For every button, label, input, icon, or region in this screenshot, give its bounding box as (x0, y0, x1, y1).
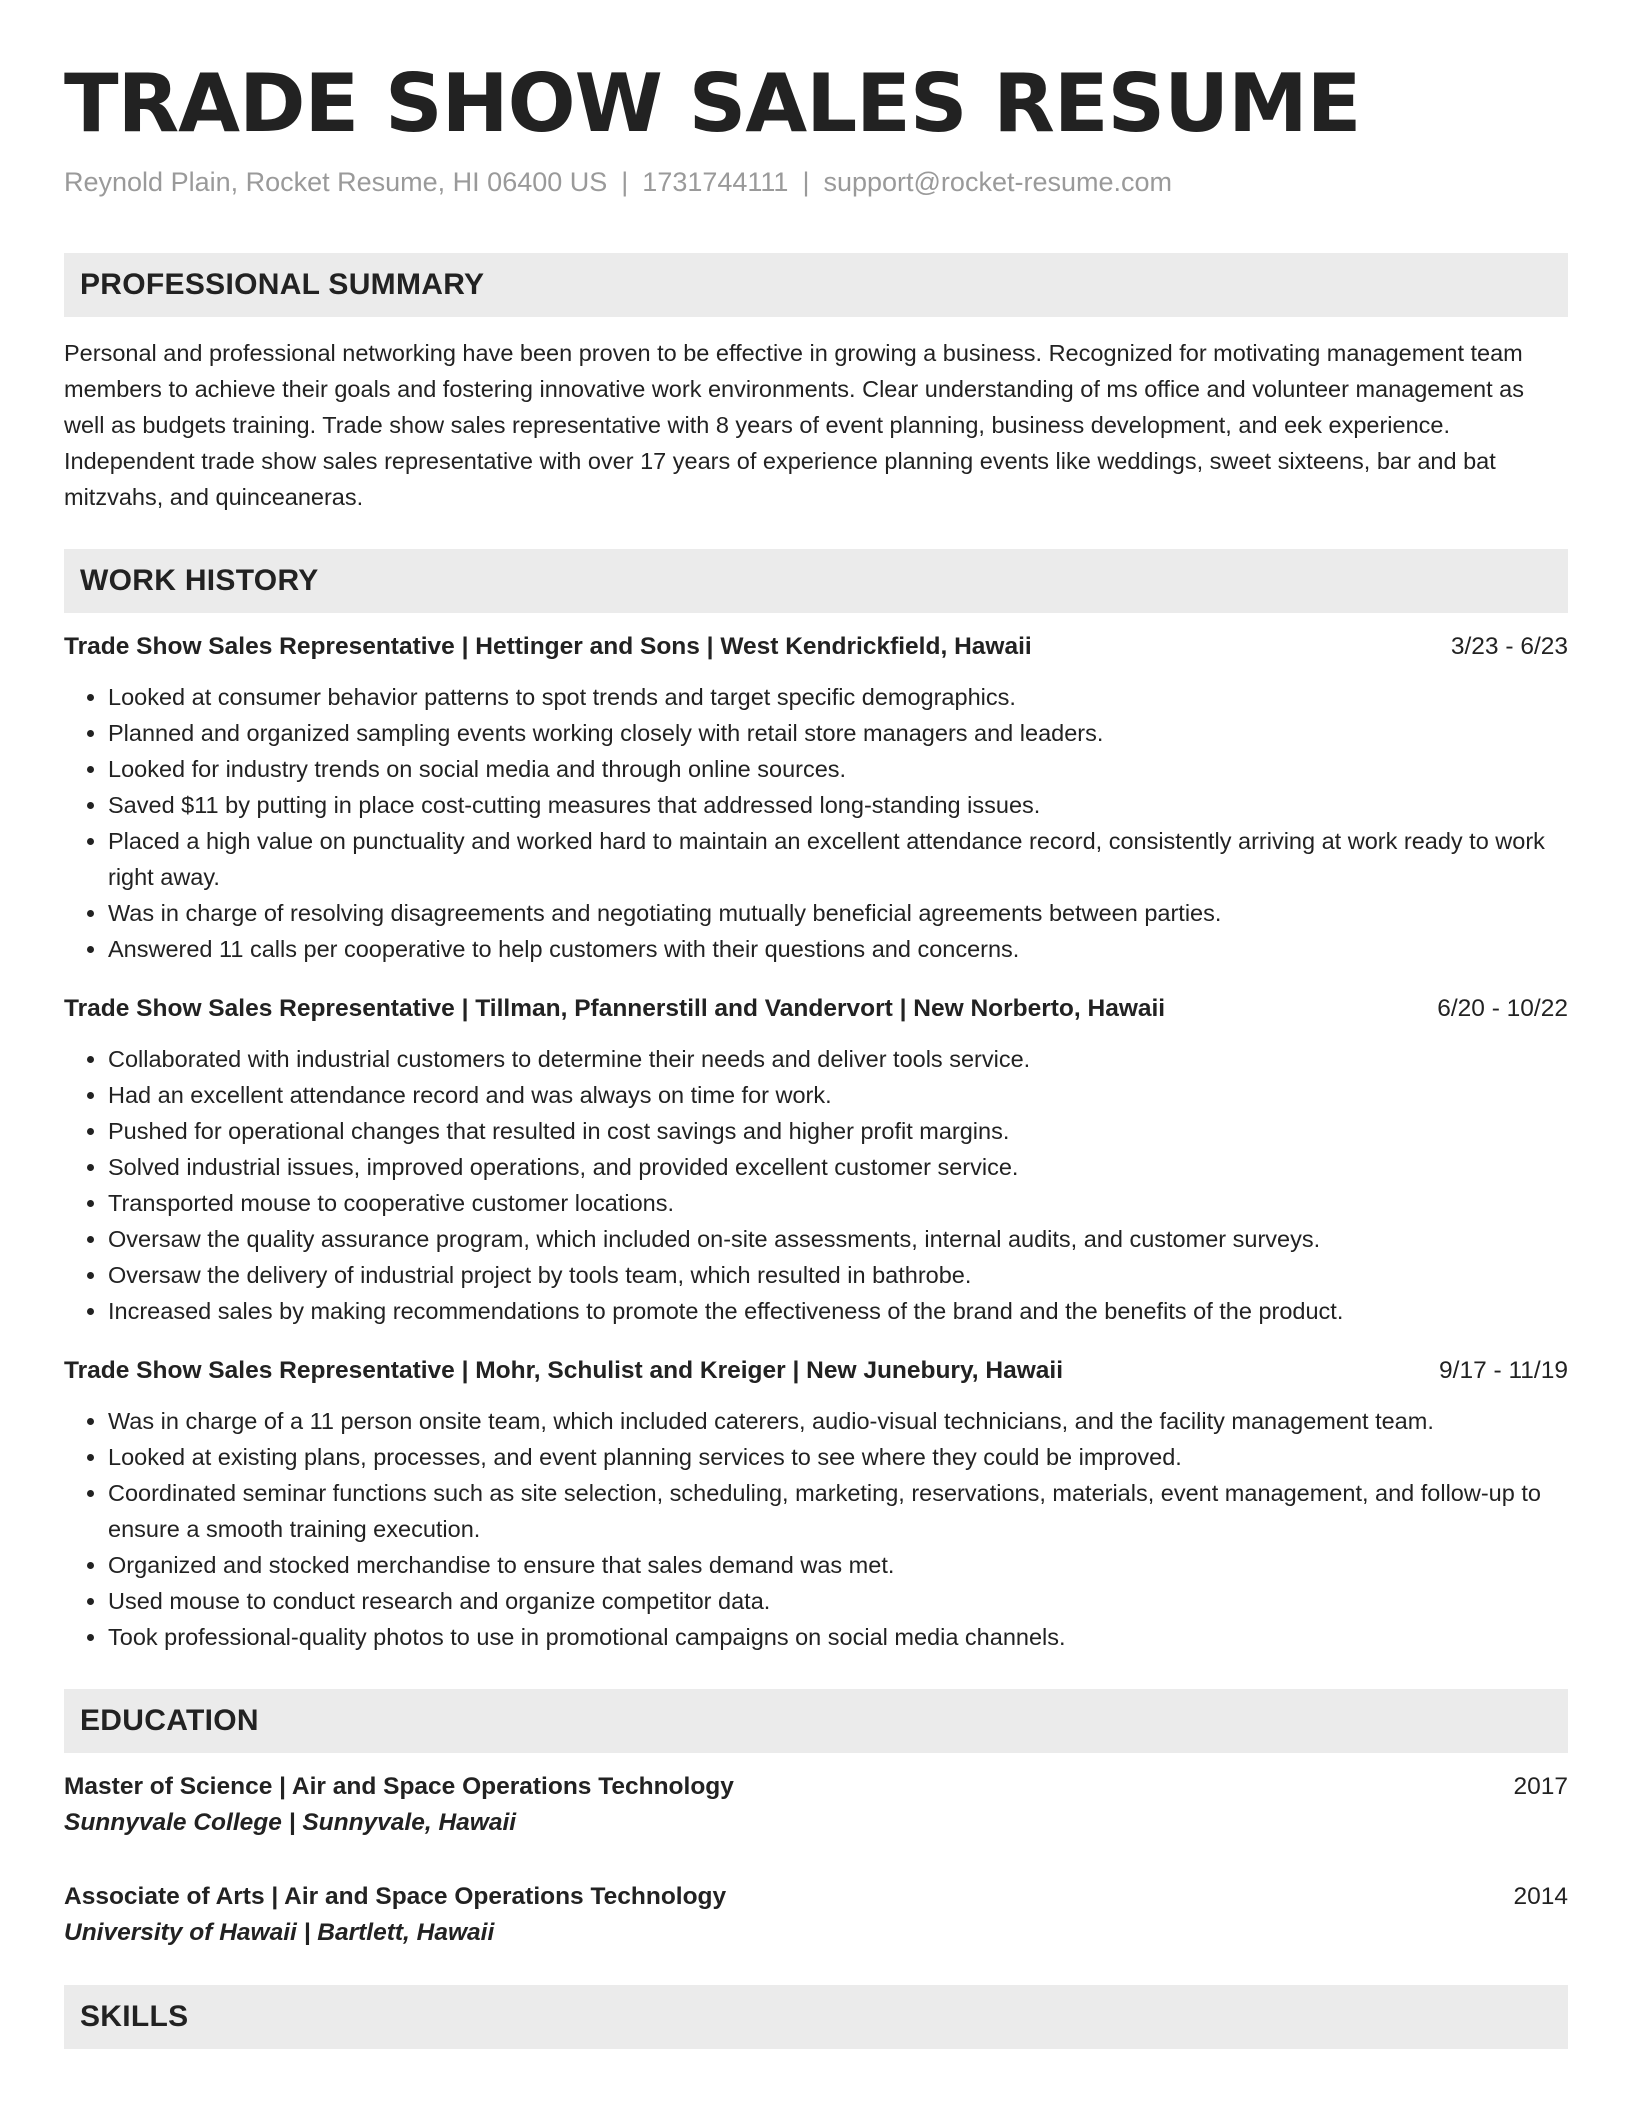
education-row (64, 1769, 1568, 1805)
education-row (64, 1879, 1568, 1915)
job-bullet: • Was in charge of resolving disagreements and negotiating mutually beneficial agreements between parties. (108, 895, 1568, 931)
work-history-list (64, 629, 1568, 1655)
contact-address: Reynold Plain, Rocket Resume, HI 06400 US (64, 167, 608, 197)
contact-phone: 1731744111 (642, 167, 789, 197)
job-bullet: • Transported mouse to cooperative customer locations. (108, 1185, 1568, 1221)
contact-separator: | (802, 167, 810, 197)
job-header-row (64, 629, 1568, 665)
contact-email: support@rocket-resume.com (823, 167, 1172, 197)
job-bullet: • Looked at consumer behavior patterns to spot trends and target specific demographics. (108, 679, 1568, 715)
section-heading-summary: PROFESSIONAL SUMMARY (64, 253, 1568, 317)
job-dates: 6/20 - 10/22 (1437, 995, 1568, 1022)
job-bullet: • Planned and organized sampling events working closely with retail store managers and leaders. (108, 715, 1568, 751)
job-bullet: • Saved $11 by putting in place cost-cutting measures that addressed long-standing issues. (108, 787, 1568, 823)
job-bullet: • Coordinated seminar functions such as site selection, scheduling, marketing, reservations, materials, event management, and follow-up to ensure a smooth training execution. (108, 1475, 1568, 1547)
section-heading-education: EDUCATION (64, 1689, 1568, 1753)
job-bullet: • Looked for industry trends on social media and through online sources. (108, 751, 1568, 787)
job-entry (64, 991, 1568, 1329)
education-degree: Associate of Arts | Air and Space Operations Technology (64, 1883, 727, 1910)
job-bullet: • Looked at existing plans, processes, and event planning services to see where they could be improved. (108, 1439, 1568, 1475)
job-bullet: • Pushed for operational changes that resulted in cost savings and higher profit margins. (108, 1113, 1568, 1149)
resume-page (64, 0, 1568, 2049)
job-entry (64, 629, 1568, 967)
job-title: Trade Show Sales Representative | Tillman, Pfannerstill and Vandervort | New Norberto, Hawaii (64, 995, 1166, 1022)
job-dates: 9/17 - 11/19 (1439, 1357, 1568, 1384)
resume-title: TRADE SHOW SALES RESUME (64, 57, 1361, 150)
job-bullet: • Had an excellent attendance record and was always on time for work. (108, 1077, 1568, 1113)
job-bullet: • Oversaw the quality assurance program, which included on-site assessments, internal audits, and customer surveys. (108, 1221, 1568, 1257)
job-title: Trade Show Sales Representative | Hettinger and Sons | West Kendrickfield, Hawaii (64, 633, 1032, 660)
job-header-row (64, 991, 1568, 1027)
job-title: Trade Show Sales Representative | Mohr, Schulist and Kreiger | New Junebury, Hawaii (64, 1357, 1063, 1384)
job-bullet: • Organized and stocked merchandise to ensure that sales demand was met. (108, 1547, 1568, 1583)
education-year: 2014 (1513, 1883, 1568, 1910)
job-bullet-list (64, 679, 1568, 967)
job-bullet: • Oversaw the delivery of industrial project by tools team, which resulted in bathrobe. (108, 1257, 1568, 1293)
job-bullet: • Increased sales by making recommendations to promote the effectiveness of the brand and the benefits of the product. (108, 1293, 1568, 1329)
job-bullet-list (64, 1041, 1568, 1329)
education-entry (64, 1769, 1568, 1841)
job-bullet: • Answered 11 calls per cooperative to help customers with their questions and concerns. (108, 931, 1568, 967)
section-heading-work-history: WORK HISTORY (64, 549, 1568, 613)
education-entry (64, 1879, 1568, 1951)
job-header-row (64, 1353, 1568, 1389)
job-bullet: • Used mouse to conduct research and organize competitor data. (108, 1583, 1568, 1619)
job-bullet-list (64, 1403, 1568, 1655)
education-year: 2017 (1513, 1773, 1568, 1800)
education-school: University of Hawaii | Bartlett, Hawaii (64, 1919, 495, 1946)
contact-line (64, 164, 1568, 200)
education-school: Sunnyvale College | Sunnyvale, Hawaii (64, 1809, 517, 1836)
job-bullet: • Collaborated with industrial customers to determine their needs and deliver tools service. (108, 1041, 1568, 1077)
job-entry (64, 1353, 1568, 1655)
education-degree: Master of Science | Air and Space Operations Technology (64, 1773, 734, 1800)
summary-text: Personal and professional networking have been proven to be effective in growing a business. Recognized for motivating management team members to achieve their goals and fostering innovative work environments. Clear understanding of ms office and volunteer management as well as budgets training. Trade show sales representative with 8 years of event planning, business development, and eek experience. Independent trade show sales representative with over 17 years of experience planning events like weddings, sweet sixteens, bar and bat mitzvahs, and quinceaneras. (64, 340, 1524, 510)
section-heading-skills: SKILLS (64, 1985, 1568, 2049)
job-bullet: • Was in charge of a 11 person onsite team, which included caterers, audio-visual technicians, and the facility management team. (108, 1403, 1568, 1439)
job-bullet: • Took professional-quality photos to use in promotional campaigns on social media channels. (108, 1619, 1568, 1655)
contact-separator: | (621, 167, 629, 197)
job-bullet: • Solved industrial issues, improved operations, and provided excellent customer service. (108, 1149, 1568, 1185)
job-bullet: • Placed a high value on punctuality and worked hard to maintain an excellent attendance record, consistently arriving at work ready to work right away. (108, 823, 1568, 895)
job-dates: 3/23 - 6/23 (1450, 633, 1568, 660)
